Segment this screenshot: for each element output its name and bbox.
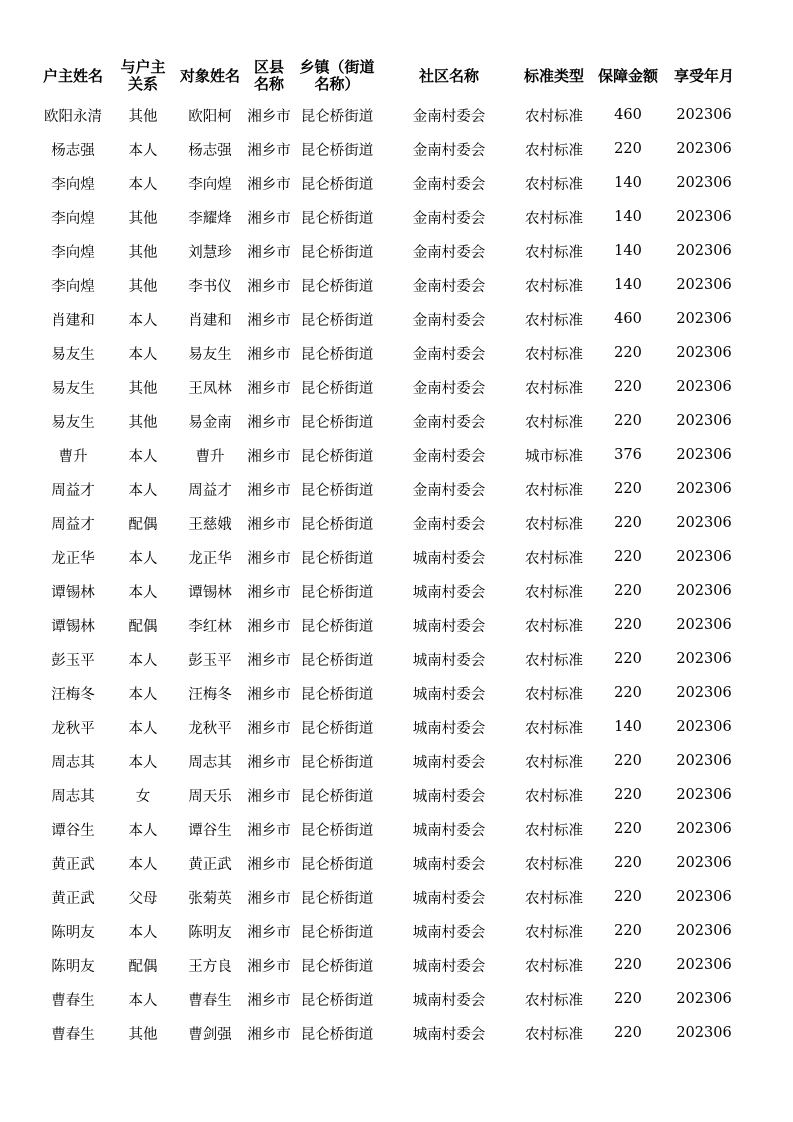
county-cell: 湘乡市	[247, 516, 291, 533]
community-cell: 金南村委会	[412, 176, 486, 193]
community-cell: 城南村委会	[412, 856, 486, 873]
county-cell: 湘乡市	[247, 958, 291, 975]
recipient-name-cell: 杨志强	[188, 142, 232, 159]
county-cell: 湘乡市	[247, 754, 291, 771]
month-cell: 202306	[676, 481, 732, 497]
amount-cell: 220	[614, 413, 642, 429]
town-cell: 昆仑桥街道	[300, 788, 374, 805]
community-cell: 城南村委会	[412, 822, 486, 839]
standard-type-cell: 农村标准	[525, 992, 583, 1009]
householder-name-cell: 黄正武	[51, 890, 95, 907]
recipient-name-cell: 王方良	[188, 958, 232, 975]
county-cell: 湘乡市	[247, 142, 291, 159]
recipient-name-cell: 曹春生	[188, 992, 232, 1009]
standard-type-cell: 农村标准	[525, 686, 583, 703]
relation-cell: 其他	[128, 414, 158, 431]
householder-name-cell: 曹升	[58, 448, 88, 465]
month-cell: 202306	[676, 107, 732, 123]
householder-name-cell: 周志其	[51, 754, 95, 771]
town-cell: 昆仑桥街道	[300, 448, 374, 465]
town-cell: 昆仑桥街道	[300, 380, 374, 397]
amount-cell: 220	[614, 787, 642, 803]
month-cell: 202306	[676, 685, 732, 701]
amount-cell: 220	[614, 1025, 642, 1041]
householder-name-cell: 龙正华	[51, 550, 95, 567]
householder-name-cell: 周益才	[51, 516, 95, 533]
table-row	[35, 574, 743, 608]
householder-name-cell: 彭玉平	[51, 652, 95, 669]
county-cell: 湘乡市	[247, 346, 291, 363]
standard-type-cell: 农村标准	[525, 958, 583, 975]
standard-type-cell: 农村标准	[525, 142, 583, 159]
amount-cell: 220	[614, 855, 642, 871]
table-row	[35, 948, 743, 982]
county-cell: 湘乡市	[247, 176, 291, 193]
month-cell: 202306	[676, 651, 732, 667]
recipient-name-cell: 龙正华	[188, 550, 232, 567]
county-cell: 湘乡市	[247, 890, 291, 907]
county-cell: 湘乡市	[247, 822, 291, 839]
relation-cell: 本人	[128, 652, 158, 669]
amount-cell: 220	[614, 515, 642, 531]
amount-cell: 140	[614, 209, 642, 225]
county-cell: 湘乡市	[247, 1026, 291, 1043]
recipient-name-cell: 肖建和	[188, 312, 232, 329]
month-cell: 202306	[676, 243, 732, 259]
table-row	[35, 778, 743, 812]
relation-cell: 配偶	[128, 516, 158, 533]
month-cell: 202306	[676, 753, 732, 769]
relation-cell: 本人	[128, 924, 158, 941]
standard-type-cell: 农村标准	[525, 108, 583, 125]
amount-cell: 460	[614, 107, 642, 123]
recipient-name-cell: 周志其	[188, 754, 232, 771]
standard-type-cell: 农村标准	[525, 414, 583, 431]
town-cell: 昆仑桥街道	[300, 958, 374, 975]
recipient-name-cell: 王慈娥	[188, 516, 232, 533]
table-row	[35, 132, 743, 166]
relation-cell: 本人	[128, 686, 158, 703]
amount-cell: 140	[614, 719, 642, 735]
relation-cell: 其他	[128, 278, 158, 295]
relation-cell: 父母	[128, 890, 158, 907]
month-cell: 202306	[676, 1025, 732, 1041]
householder-name-cell: 陈明友	[51, 958, 95, 975]
town-cell: 昆仑桥街道	[300, 516, 374, 533]
recipient-name-cell: 易金南	[188, 414, 232, 431]
recipient-name-cell: 张菊英	[188, 890, 232, 907]
month-cell: 202306	[676, 209, 732, 225]
standard-type-cell: 农村标准	[525, 278, 583, 295]
recipient-name-cell: 汪梅冬	[188, 686, 232, 703]
table-row	[35, 608, 743, 642]
relation-cell: 女	[135, 788, 151, 805]
month-cell: 202306	[676, 379, 732, 395]
county-cell: 湘乡市	[247, 244, 291, 261]
householder-name-cell: 李向煌	[51, 210, 95, 227]
relation-cell: 配偶	[128, 618, 158, 635]
month-cell: 202306	[676, 787, 732, 803]
month-cell: 202306	[676, 175, 732, 191]
amount-cell: 220	[614, 345, 642, 361]
month-cell: 202306	[676, 141, 732, 157]
recipient-name-cell: 易友生	[188, 346, 232, 363]
recipient-name-cell: 曹剑强	[188, 1026, 232, 1043]
town-cell: 昆仑桥街道	[300, 924, 374, 941]
standard-type-cell: 农村标准	[525, 346, 583, 363]
community-cell: 城南村委会	[412, 958, 486, 975]
community-cell: 金南村委会	[412, 516, 486, 533]
recipient-name-cell: 李向煌	[188, 176, 232, 193]
town-cell: 昆仑桥街道	[300, 992, 374, 1009]
county-cell: 湘乡市	[247, 992, 291, 1009]
community-cell: 金南村委会	[412, 380, 486, 397]
header-row	[35, 54, 743, 98]
county-cell: 湘乡市	[247, 720, 291, 737]
table-row	[35, 846, 743, 880]
community-cell: 金南村委会	[412, 448, 486, 465]
county-cell: 湘乡市	[247, 788, 291, 805]
county-cell: 湘乡市	[247, 448, 291, 465]
community-cell: 金南村委会	[412, 312, 486, 329]
header-amount: 保障金额	[597, 66, 658, 85]
standard-type-cell: 农村标准	[525, 516, 583, 533]
standard-type-cell: 农村标准	[525, 380, 583, 397]
relation-cell: 其他	[128, 1026, 158, 1043]
town-cell: 昆仑桥街道	[300, 346, 374, 363]
header-householder-name: 户主姓名	[42, 66, 103, 85]
month-cell: 202306	[676, 345, 732, 361]
standard-type-cell: 农村标准	[525, 482, 583, 499]
community-cell: 金南村委会	[412, 482, 486, 499]
assistance-table	[35, 54, 743, 1050]
table-row	[35, 744, 743, 778]
town-cell: 昆仑桥街道	[300, 244, 374, 261]
community-cell: 城南村委会	[412, 754, 486, 771]
town-cell: 昆仑桥街道	[300, 584, 374, 601]
relation-cell: 本人	[128, 822, 158, 839]
county-cell: 湘乡市	[247, 652, 291, 669]
county-cell: 湘乡市	[247, 210, 291, 227]
town-cell: 昆仑桥街道	[300, 108, 374, 125]
table-row	[35, 982, 743, 1016]
table-row	[35, 336, 743, 370]
householder-name-cell: 曹春生	[51, 1026, 95, 1043]
standard-type-cell: 农村标准	[525, 754, 583, 771]
relation-cell: 本人	[128, 346, 158, 363]
relation-cell: 其他	[128, 108, 158, 125]
table-row	[35, 676, 743, 710]
amount-cell: 220	[614, 583, 642, 599]
amount-cell: 460	[614, 311, 642, 327]
amount-cell: 220	[614, 617, 642, 633]
relation-cell: 本人	[128, 482, 158, 499]
month-cell: 202306	[676, 277, 732, 293]
householder-name-cell: 肖建和	[51, 312, 95, 329]
table-row	[35, 710, 743, 744]
table-row	[35, 370, 743, 404]
standard-type-cell: 农村标准	[525, 720, 583, 737]
table-row	[35, 268, 743, 302]
county-cell: 湘乡市	[247, 686, 291, 703]
householder-name-cell: 李向煌	[51, 244, 95, 261]
header-standard-type: 标准类型	[523, 66, 584, 85]
amount-cell: 220	[614, 753, 642, 769]
relation-cell: 本人	[128, 720, 158, 737]
header-community: 社区名称	[418, 66, 479, 85]
town-cell: 昆仑桥街道	[300, 652, 374, 669]
header-relation: 与户主 关系	[120, 58, 166, 93]
header-month: 享受年月	[673, 66, 734, 85]
town-cell: 昆仑桥街道	[300, 686, 374, 703]
community-cell: 金南村委会	[412, 142, 486, 159]
recipient-name-cell: 谭谷生	[188, 822, 232, 839]
standard-type-cell: 农村标准	[525, 652, 583, 669]
month-cell: 202306	[676, 991, 732, 1007]
relation-cell: 其他	[128, 210, 158, 227]
town-cell: 昆仑桥街道	[300, 176, 374, 193]
householder-name-cell: 谭谷生	[51, 822, 95, 839]
recipient-name-cell: 欧阳柯	[188, 108, 232, 125]
community-cell: 金南村委会	[412, 346, 486, 363]
amount-cell: 140	[614, 243, 642, 259]
month-cell: 202306	[676, 413, 732, 429]
town-cell: 昆仑桥街道	[300, 890, 374, 907]
month-cell: 202306	[676, 549, 732, 565]
standard-type-cell: 城市标准	[525, 448, 583, 465]
relation-cell: 其他	[128, 244, 158, 261]
recipient-name-cell: 陈明友	[188, 924, 232, 941]
householder-name-cell: 陈明友	[51, 924, 95, 941]
table-row	[35, 880, 743, 914]
standard-type-cell: 农村标准	[525, 244, 583, 261]
community-cell: 城南村委会	[412, 550, 486, 567]
relation-cell: 本人	[128, 856, 158, 873]
table-row	[35, 438, 743, 472]
recipient-name-cell: 龙秋平	[188, 720, 232, 737]
county-cell: 湘乡市	[247, 550, 291, 567]
town-cell: 昆仑桥街道	[300, 550, 374, 567]
householder-name-cell: 龙秋平	[51, 720, 95, 737]
header-recipient-name: 对象姓名	[179, 66, 240, 85]
town-cell: 昆仑桥街道	[300, 414, 374, 431]
householder-name-cell: 曹春生	[51, 992, 95, 1009]
month-cell: 202306	[676, 719, 732, 735]
recipient-name-cell: 王凤林	[188, 380, 232, 397]
county-cell: 湘乡市	[247, 618, 291, 635]
county-cell: 湘乡市	[247, 924, 291, 941]
community-cell: 城南村委会	[412, 652, 486, 669]
relation-cell: 本人	[128, 312, 158, 329]
table-row	[35, 200, 743, 234]
town-cell: 昆仑桥街道	[300, 210, 374, 227]
table-row	[35, 914, 743, 948]
standard-type-cell: 农村标准	[525, 312, 583, 329]
town-cell: 昆仑桥街道	[300, 822, 374, 839]
householder-name-cell: 李向煌	[51, 176, 95, 193]
householder-name-cell: 易友生	[51, 414, 95, 431]
relation-cell: 本人	[128, 142, 158, 159]
community-cell: 金南村委会	[412, 108, 486, 125]
recipient-name-cell: 谭锡林	[188, 584, 232, 601]
month-cell: 202306	[676, 617, 732, 633]
standard-type-cell: 农村标准	[525, 210, 583, 227]
amount-cell: 220	[614, 821, 642, 837]
standard-type-cell: 农村标准	[525, 618, 583, 635]
community-cell: 金南村委会	[412, 244, 486, 261]
standard-type-cell: 农村标准	[525, 1026, 583, 1043]
table-row	[35, 540, 743, 574]
county-cell: 湘乡市	[247, 380, 291, 397]
county-cell: 湘乡市	[247, 108, 291, 125]
county-cell: 湘乡市	[247, 482, 291, 499]
table-row	[35, 506, 743, 540]
amount-cell: 220	[614, 957, 642, 973]
month-cell: 202306	[676, 957, 732, 973]
county-cell: 湘乡市	[247, 312, 291, 329]
relation-cell: 本人	[128, 992, 158, 1009]
householder-name-cell: 谭锡林	[51, 584, 95, 601]
householder-name-cell: 汪梅冬	[51, 686, 95, 703]
recipient-name-cell: 周益才	[188, 482, 232, 499]
householder-name-cell: 谭锡林	[51, 618, 95, 635]
amount-cell: 140	[614, 277, 642, 293]
month-cell: 202306	[676, 447, 732, 463]
header-county: 区县 名称	[253, 58, 284, 93]
householder-name-cell: 杨志强	[51, 142, 95, 159]
relation-cell: 其他	[128, 380, 158, 397]
month-cell: 202306	[676, 583, 732, 599]
amount-cell: 220	[614, 549, 642, 565]
table-body	[35, 98, 743, 1050]
relation-cell: 配偶	[128, 958, 158, 975]
standard-type-cell: 农村标准	[525, 856, 583, 873]
recipient-name-cell: 刘慧珍	[188, 244, 232, 261]
community-cell: 城南村委会	[412, 924, 486, 941]
month-cell: 202306	[676, 821, 732, 837]
table-row	[35, 98, 743, 132]
month-cell: 202306	[676, 311, 732, 327]
town-cell: 昆仑桥街道	[300, 856, 374, 873]
standard-type-cell: 农村标准	[525, 822, 583, 839]
town-cell: 昆仑桥街道	[300, 754, 374, 771]
householder-name-cell: 欧阳永清	[44, 108, 102, 125]
relation-cell: 本人	[128, 584, 158, 601]
community-cell: 金南村委会	[412, 278, 486, 295]
community-cell: 城南村委会	[412, 890, 486, 907]
county-cell: 湘乡市	[247, 278, 291, 295]
amount-cell: 376	[614, 447, 642, 463]
month-cell: 202306	[676, 515, 732, 531]
amount-cell: 220	[614, 141, 642, 157]
table-row	[35, 642, 743, 676]
table-row	[35, 1016, 743, 1050]
relation-cell: 本人	[128, 754, 158, 771]
amount-cell: 220	[614, 889, 642, 905]
recipient-name-cell: 黄正武	[188, 856, 232, 873]
amount-cell: 220	[614, 923, 642, 939]
recipient-name-cell: 李书仪	[188, 278, 232, 295]
town-cell: 昆仑桥街道	[300, 720, 374, 737]
community-cell: 城南村委会	[412, 686, 486, 703]
relation-cell: 本人	[128, 448, 158, 465]
amount-cell: 220	[614, 991, 642, 1007]
amount-cell: 220	[614, 481, 642, 497]
community-cell: 金南村委会	[412, 414, 486, 431]
table-row	[35, 472, 743, 506]
amount-cell: 140	[614, 175, 642, 191]
table-row	[35, 302, 743, 336]
recipient-name-cell: 李红林	[188, 618, 232, 635]
standard-type-cell: 农村标准	[525, 584, 583, 601]
recipient-name-cell: 周天乐	[188, 788, 232, 805]
table-row	[35, 812, 743, 846]
householder-name-cell: 易友生	[51, 380, 95, 397]
community-cell: 城南村委会	[412, 618, 486, 635]
month-cell: 202306	[676, 923, 732, 939]
recipient-name-cell: 李耀烽	[188, 210, 232, 227]
town-cell: 昆仑桥街道	[300, 482, 374, 499]
table-row	[35, 234, 743, 268]
town-cell: 昆仑桥街道	[300, 142, 374, 159]
town-cell: 昆仑桥街道	[300, 1026, 374, 1043]
householder-name-cell: 周志其	[51, 788, 95, 805]
householder-name-cell: 李向煌	[51, 278, 95, 295]
community-cell: 城南村委会	[412, 992, 486, 1009]
community-cell: 城南村委会	[412, 720, 486, 737]
table-row	[35, 404, 743, 438]
standard-type-cell: 农村标准	[525, 550, 583, 567]
town-cell: 昆仑桥街道	[300, 618, 374, 635]
town-cell: 昆仑桥街道	[300, 312, 374, 329]
table-header	[35, 54, 743, 98]
recipient-name-cell: 曹升	[195, 448, 225, 465]
amount-cell: 220	[614, 685, 642, 701]
county-cell: 湘乡市	[247, 584, 291, 601]
community-cell: 城南村委会	[412, 1026, 486, 1043]
amount-cell: 220	[614, 651, 642, 667]
relation-cell: 本人	[128, 550, 158, 567]
standard-type-cell: 农村标准	[525, 176, 583, 193]
town-cell: 昆仑桥街道	[300, 278, 374, 295]
community-cell: 城南村委会	[412, 584, 486, 601]
county-cell: 湘乡市	[247, 414, 291, 431]
table-row	[35, 166, 743, 200]
amount-cell: 220	[614, 379, 642, 395]
header-town: 乡镇（街道 名称）	[299, 58, 375, 93]
householder-name-cell: 易友生	[51, 346, 95, 363]
month-cell: 202306	[676, 889, 732, 905]
standard-type-cell: 农村标准	[525, 788, 583, 805]
community-cell: 金南村委会	[412, 210, 486, 227]
community-cell: 城南村委会	[412, 788, 486, 805]
householder-name-cell: 周益才	[51, 482, 95, 499]
householder-name-cell: 黄正武	[51, 856, 95, 873]
county-cell: 湘乡市	[247, 856, 291, 873]
standard-type-cell: 农村标准	[525, 924, 583, 941]
standard-type-cell: 农村标准	[525, 890, 583, 907]
month-cell: 202306	[676, 855, 732, 871]
relation-cell: 本人	[128, 176, 158, 193]
recipient-name-cell: 彭玉平	[188, 652, 232, 669]
